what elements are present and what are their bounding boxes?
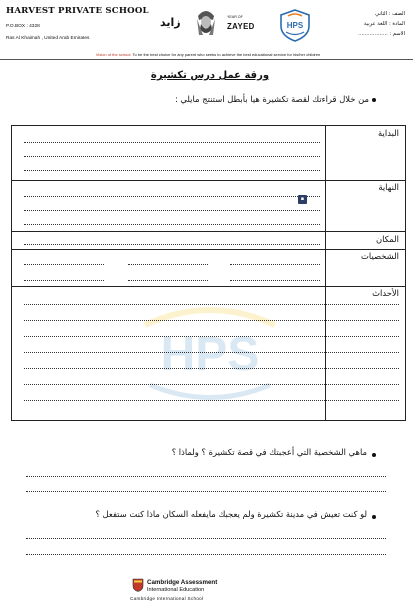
zayed-label: ZAYED <box>227 22 255 31</box>
footer-cambridge-assessment: Cambridge Assessment <box>147 579 218 586</box>
school-location: Ras Al Khaimah , United Arab Emirates <box>6 36 90 41</box>
bullet-icon <box>372 98 376 102</box>
answer-line[interactable] <box>26 554 386 555</box>
answer-line[interactable] <box>24 264 104 265</box>
year-of-label: YEAR OF <box>227 15 243 19</box>
answer-line[interactable] <box>128 264 208 265</box>
table-row-divider <box>12 180 405 181</box>
row-label-place: المكان <box>375 234 399 244</box>
story-elements-table <box>11 125 406 421</box>
answer-line[interactable] <box>128 280 208 281</box>
answer-line[interactable] <box>24 352 399 353</box>
bullet-icon <box>372 515 376 519</box>
question-2: لو كنت تعيش في مدينة تكشيرة ولم يعجبك مايفعله السكان ماذا كنت ستفعل ؟ <box>95 509 367 519</box>
vision-statement <box>28 52 388 57</box>
answer-line[interactable] <box>24 224 320 225</box>
answer-line[interactable] <box>24 210 320 211</box>
student-info-fields <box>317 9 405 39</box>
answer-line[interactable] <box>24 336 399 337</box>
table-row-divider <box>12 231 405 232</box>
header-divider <box>0 59 413 60</box>
svg-text:HPS: HPS <box>286 21 304 30</box>
cambridge-shield-icon <box>132 578 144 592</box>
answer-line[interactable] <box>230 264 320 265</box>
subject-field: المادة : اللغة عربية <box>363 21 405 27</box>
answer-line[interactable] <box>230 280 320 281</box>
worksheet-title: ورقة عمل درس تكشيرة <box>150 70 270 81</box>
watermark-text: HPS <box>160 328 260 381</box>
portrait-icon <box>195 7 217 37</box>
answer-line[interactable] <box>24 196 320 197</box>
answer-line[interactable] <box>24 170 320 171</box>
row-label-ending: النهاية <box>378 182 399 192</box>
vision-label: Vision of the school: <box>95 52 132 57</box>
name-field[interactable]: الاسم : .................. <box>358 31 405 37</box>
answer-line[interactable] <box>26 476 386 477</box>
zayed-arabic-logo: زايد <box>160 16 181 29</box>
vision-text: To be the best choice for any parent who seeks to achieve the best educational service for his/her children <box>132 52 321 57</box>
row-label-characters: الشخصيات <box>361 251 399 261</box>
answer-line[interactable] <box>24 156 320 157</box>
footer-cambridge-school: Cambridge International School <box>130 596 204 601</box>
answer-line[interactable] <box>24 384 399 385</box>
school-name: HARVEST PRIVATE SCHOOL <box>6 6 149 16</box>
grade-field: الصف : الثاني <box>375 11 405 17</box>
answer-line[interactable] <box>24 320 399 321</box>
worksheet-instruction: من خلال قراءتك لقصة تكشيرة هيا بأبطل استنتج مايلي : <box>174 94 369 104</box>
row-label-events: الأحداث <box>372 288 399 298</box>
answer-line[interactable] <box>24 400 399 401</box>
row-label-beginning: البداية <box>378 128 399 138</box>
question-1: ماهي الشخصية التي أعجبتك في قصة تكشيرة ؟ ولماذا ؟ <box>171 447 367 457</box>
table-row-divider <box>12 286 405 287</box>
answer-line[interactable] <box>24 304 399 305</box>
answer-line[interactable] <box>24 142 320 143</box>
footer-international-education: International Education <box>147 587 205 593</box>
answer-line[interactable] <box>24 368 399 369</box>
bullet-icon <box>372 453 376 457</box>
po-box: P.O.BOX : 4328 <box>6 24 40 29</box>
comment-marker-icon[interactable]: ▪ <box>298 195 307 204</box>
answer-line[interactable] <box>26 491 386 492</box>
hps-logo-icon <box>278 8 312 42</box>
table-column-divider <box>325 126 326 420</box>
answer-line[interactable] <box>24 280 104 281</box>
answer-line[interactable] <box>24 244 320 245</box>
answer-line[interactable] <box>26 538 386 539</box>
table-row-divider <box>12 249 405 250</box>
